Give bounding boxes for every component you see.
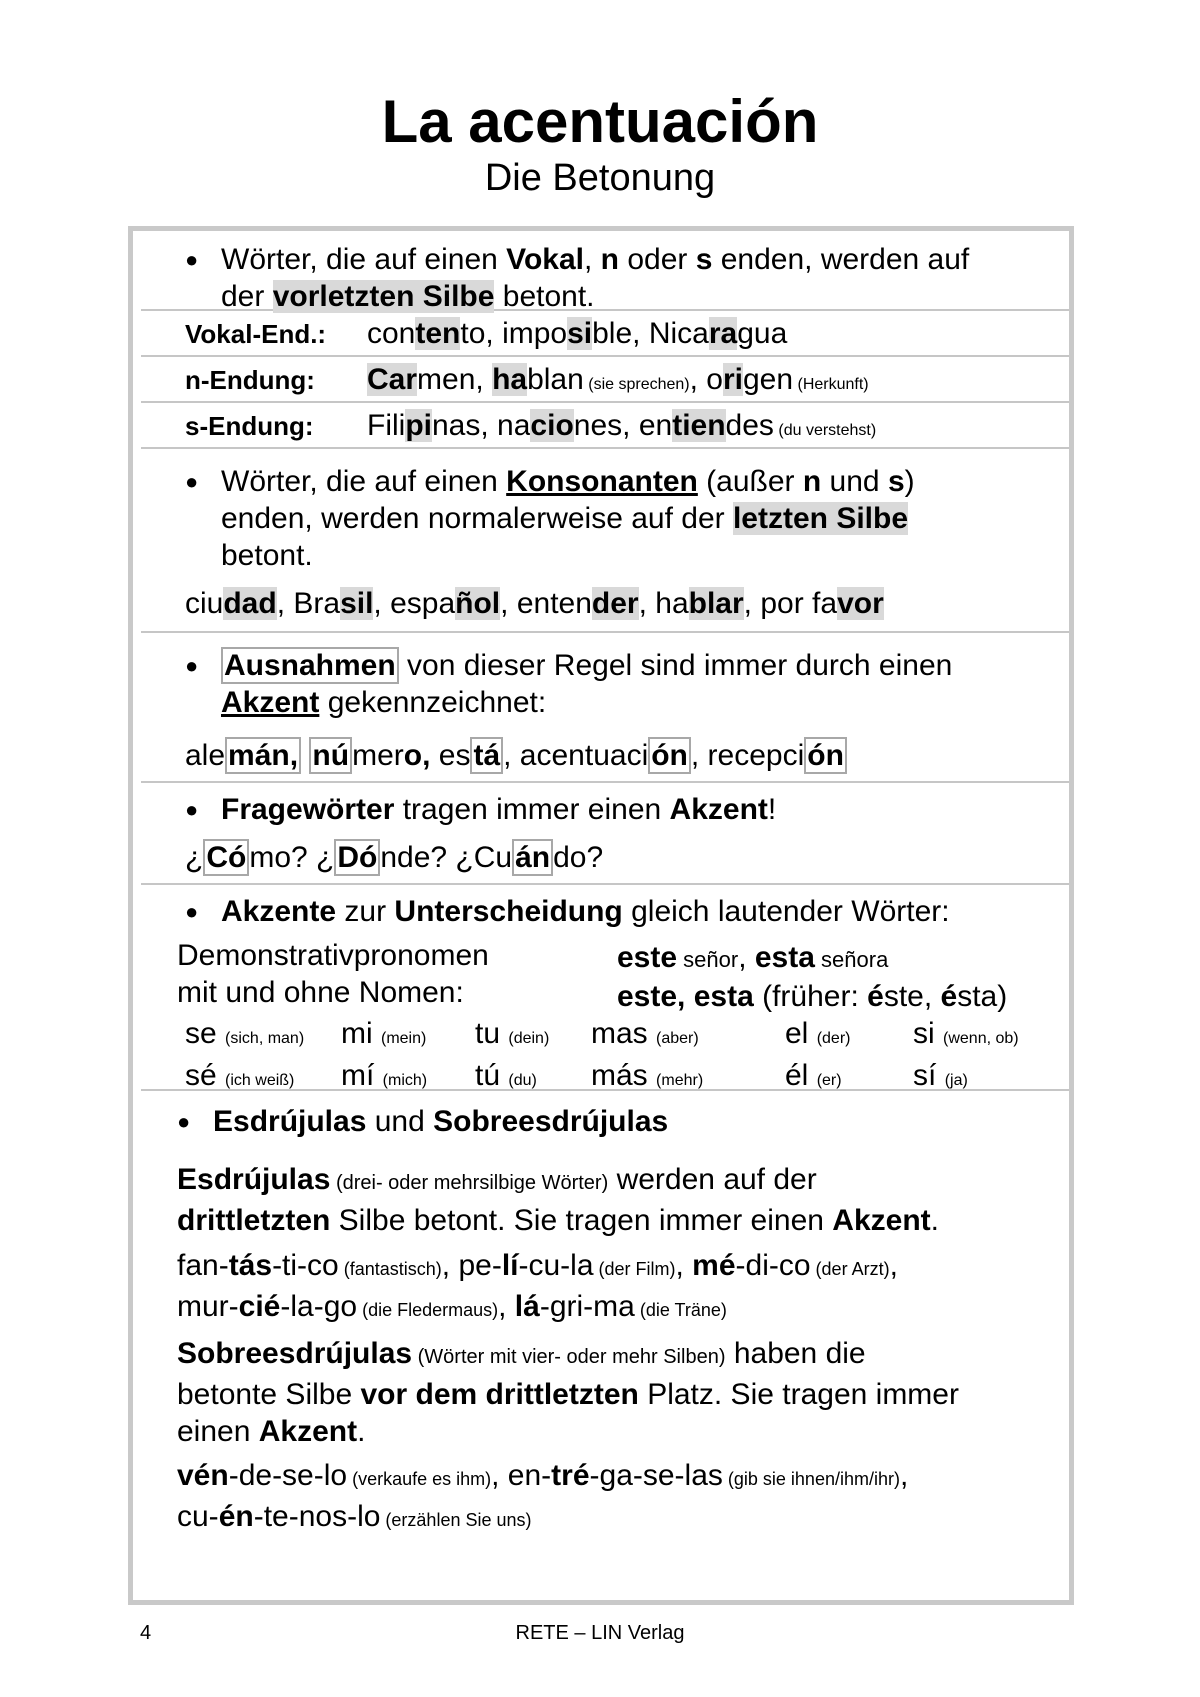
accent-pair: si (wenn, ob) sí (ja) — [913, 1017, 1019, 1092]
rule-6-section — [141, 1091, 1069, 1601]
rule-3-examples: ale mán, nú mero, es tá , acentuaci ón , recepci ón — [185, 737, 847, 774]
esdrujulas-examples: fan-tás-ti-co (fantastisch), pe-lí-cu-la (der Film), mé-di-co (der Arzt), mur-cié-la-go (die Fledermaus), lá-gri-ma (die Träne) — [177, 1249, 898, 1323]
bullet-icon: ● — [185, 247, 199, 272]
bullet-icon: ● — [185, 653, 199, 678]
sobreesdrujulas-paragraph: Sobreesdrújulas (Wörter mit vier- oder mehr Silben) haben die betonte Silbe vor dem drittletzten Platz. Sie tragen immer einen Akzent. — [177, 1337, 959, 1448]
rule-2-text: ● Wörter, die auf einen Konsonanten (außer n und s) enden, werden normalerweise auf der letzten Silbe betont. — [185, 465, 915, 572]
rule-5-section — [141, 885, 1069, 1091]
publisher-footer: RETE – LIN Verlag — [515, 1622, 685, 1644]
example-words: Carmen, hablan (sie sprechen), origen (Herkunft) — [367, 363, 869, 396]
bullet-icon: ● — [177, 1109, 191, 1134]
accent-pair: el (der) él (er) — [785, 1017, 851, 1092]
rules-box — [128, 226, 1074, 1605]
example-row-vokal — [141, 311, 1069, 357]
bullet-icon: ● — [185, 899, 199, 924]
example-label: Vokal-End.: — [185, 319, 327, 349]
rule-2-examples: ciudad, Brasil, español, entender, hablar, por favor — [185, 587, 884, 620]
rule-4-text: ● Fragewörter tragen immer einen Akzent! — [185, 793, 777, 826]
rule-4-examples: ¿ Có mo? ¿ Dó nde? ¿Cu án do? — [185, 841, 604, 874]
example-row-n — [141, 357, 1069, 403]
example-label: n-Endung: — [185, 365, 315, 395]
accent-pair: tu (dein) tú (du) — [475, 1017, 550, 1092]
demonstrative-label: Demonstrativpronomen mit und ohne Nomen: — [177, 939, 489, 1009]
page-subtitle: Die Betonung — [484, 157, 716, 199]
example-words: Filipinas, naciones, entiendes (du verstehst) — [367, 409, 877, 442]
rule-3-section — [141, 633, 1069, 783]
example-words: contento, imposible, Nicaragua — [367, 317, 788, 350]
demonstrative-examples: este señor, esta señora este, esta (früher: éste, ésta) — [617, 941, 1008, 1013]
rule-3-text: ● Ausnahmen von dieser Regel sind immer durch einen Akzent gekennzeichnet: — [185, 649, 953, 719]
esdrujulas-paragraph: Esdrújulas (drei- oder mehrsilbige Wörter) werden auf der drittletzten Silbe betont. Sie tragen immer einen Akzent. — [177, 1163, 939, 1237]
rule-6-heading: ● Esdrújulas und Sobreesdrújulas — [177, 1105, 669, 1138]
accent-pair: mi (mein) mí (mich) — [341, 1017, 428, 1092]
page-title: La acentuación — [381, 88, 819, 155]
bullet-icon: ● — [185, 469, 199, 494]
sobreesdrujulas-examples: vén-de-se-lo (verkaufe es ihm), en-tré-ga-se-las (gib sie ihnen/ihm/ihr), cu-én-te-nos-lo (erzählen Sie uns) — [177, 1459, 909, 1533]
page-number: 4 — [140, 1622, 152, 1644]
example-row-s — [141, 403, 1069, 449]
example-label: s-Endung: — [185, 411, 314, 441]
rule-1-section — [141, 231, 1069, 311]
bullet-icon: ● — [185, 797, 199, 822]
rule-1-text: ● Wörter, die auf einen Vokal, n oder s enden, werden auf der vorletzten Silbe betont. — [185, 243, 970, 313]
accent-pair: mas (aber) más (mehr) — [591, 1017, 704, 1092]
rule-5-text: ● Akzente zur Unterscheidung gleich lautender Wörter: — [185, 895, 950, 928]
accent-pair: se (sich, man) sé (ich weiß) — [185, 1017, 305, 1092]
rule-2-section — [141, 449, 1069, 633]
rule-4-section — [141, 783, 1069, 885]
